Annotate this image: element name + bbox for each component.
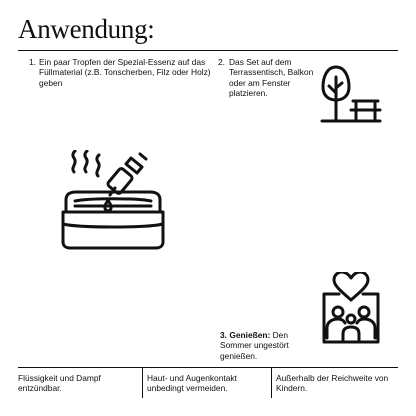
step-1 (29, 57, 219, 88)
step-1-number: 1. (29, 57, 36, 67)
page-title: Anwendung: (18, 14, 155, 44)
step-3-lead-text: Genießen: (229, 330, 271, 340)
column-divider (142, 368, 143, 398)
warning-skin-eye-contact: Haut- und Augenkontakt unbedingt vermeiden. (147, 373, 237, 394)
top-divider (18, 50, 398, 51)
step-2-text: Das Set auf dem Terrassentisch, Balkon oder am Fenster platzieren. (229, 57, 314, 99)
warning-flammable: Flüssigkeit und Dampf entzündbar. (18, 373, 101, 394)
step-3 (220, 330, 310, 361)
essence-bottle-drip-icon (60, 150, 166, 252)
column-divider (271, 368, 272, 398)
step-3-lead (220, 330, 270, 340)
step-2 (218, 57, 318, 99)
step-3-text: Den Sommer ungestört genießen. (220, 330, 289, 361)
step-1-text: Ein paar Tropfen der Spezial-Essenz auf das Füllmaterial (z.B. Tonscherben, Filz oder Holz) geben (39, 57, 211, 88)
family-heart-icon (318, 272, 384, 344)
tree-and-bench-icon (318, 63, 384, 125)
bottom-divider (18, 367, 398, 368)
step-2-number: 2. (218, 57, 225, 67)
warning-keep-from-children: Außerhalb der Reichweite von Kindern. (276, 373, 389, 394)
step-3-number: 3. (220, 330, 227, 340)
